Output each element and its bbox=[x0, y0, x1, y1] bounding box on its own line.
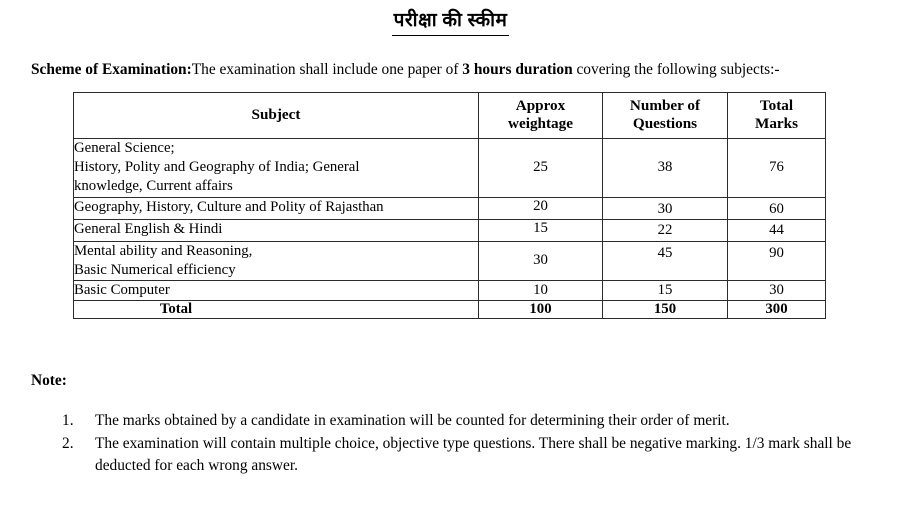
subject-line: General English & Hindi bbox=[74, 221, 223, 238]
note-heading: Note: bbox=[31, 372, 67, 389]
table-row bbox=[74, 219, 826, 241]
questions-cell: 38 bbox=[603, 138, 728, 197]
weightage-cell: 25 bbox=[479, 138, 603, 197]
column-header-approx-weightage bbox=[479, 93, 603, 139]
subject-line: Geography, History, Culture and Polity of Rajasthan bbox=[74, 199, 384, 216]
table-row bbox=[74, 241, 826, 280]
intro-text-before: The examination shall include one paper of bbox=[191, 61, 463, 78]
note-item bbox=[31, 410, 881, 432]
column-header-number-of-questions bbox=[603, 93, 728, 139]
subject-line: Basic Numerical efficiency bbox=[74, 261, 236, 278]
scheme-label-colon: : bbox=[186, 61, 192, 78]
note-list bbox=[31, 410, 881, 478]
note-item-text: The examination will contain multiple choice, objective type questions. There shall be negative marking. 1/3 mark shall be deducted for each wrong answer. bbox=[95, 434, 852, 474]
questions-cell: 30 bbox=[603, 197, 728, 219]
subject-cell bbox=[74, 219, 479, 241]
subject-cell bbox=[74, 281, 479, 301]
table-row bbox=[74, 197, 826, 219]
subject-line: History, Polity and Geography of India; General bbox=[74, 159, 360, 176]
subject-line: knowledge, Current affairs bbox=[74, 178, 233, 195]
intro-duration-bold: 3 hours duration bbox=[462, 61, 573, 78]
weightage-cell: 30 bbox=[479, 241, 603, 280]
total-label: Total bbox=[74, 301, 479, 319]
total-questions-cell: 150 bbox=[603, 301, 728, 319]
questions-cell: 15 bbox=[603, 281, 728, 301]
column-header-questions-line2: Questions bbox=[632, 114, 698, 132]
column-header-subject bbox=[74, 93, 479, 139]
scheme-of-examination-paragraph bbox=[31, 60, 876, 79]
weightage-cell: 10 bbox=[479, 281, 603, 301]
marks-cell: 90 bbox=[728, 241, 826, 280]
page-title-text: परीक्षा की स्कीम bbox=[392, 10, 510, 36]
column-header-total-marks bbox=[728, 93, 826, 139]
note-item-number: 2. bbox=[62, 434, 74, 452]
column-header-weightage-line1: Approx bbox=[515, 97, 566, 114]
subject-line: General Science; bbox=[74, 139, 175, 156]
table-row bbox=[74, 281, 826, 301]
marks-cell: 76 bbox=[728, 138, 826, 197]
total-marks-cell: 300 bbox=[728, 301, 826, 319]
scheme-of-examination-table bbox=[73, 92, 826, 319]
weightage-cell: 15 bbox=[479, 219, 603, 241]
marks-cell: 44 bbox=[728, 219, 826, 241]
column-header-questions-line1: Number of bbox=[629, 97, 701, 114]
questions-cell: 45 bbox=[603, 241, 728, 280]
marks-cell: 60 bbox=[728, 197, 826, 219]
note-item-number: 1. bbox=[62, 412, 74, 429]
weightage-cell: 20 bbox=[479, 197, 603, 219]
subject-cell bbox=[74, 138, 479, 197]
intro-text-after: covering the following subjects:- bbox=[572, 61, 780, 78]
marks-cell: 30 bbox=[728, 281, 826, 301]
table-total-row bbox=[74, 301, 826, 319]
subject-cell bbox=[74, 241, 479, 280]
table-header-row bbox=[74, 93, 826, 139]
note-item bbox=[31, 433, 881, 477]
column-header-weightage-line2: weightage bbox=[508, 114, 573, 132]
table-row bbox=[74, 138, 826, 197]
questions-cell: 22 bbox=[603, 219, 728, 241]
page-title bbox=[0, 10, 901, 36]
column-header-subject-label: Subject bbox=[251, 105, 301, 123]
subject-line: Basic Computer bbox=[74, 282, 170, 299]
column-header-marks-line1: Total bbox=[759, 97, 794, 114]
total-weightage-cell: 100 bbox=[479, 301, 603, 319]
scheme-label: Scheme of Examination bbox=[31, 61, 187, 78]
subject-line: Mental ability and Reasoning, bbox=[74, 242, 253, 259]
subject-cell bbox=[74, 197, 479, 219]
column-header-marks-line2: Marks bbox=[754, 114, 799, 132]
note-item-text: The marks obtained by a candidate in examination will be counted for determining their order of merit. bbox=[95, 412, 730, 429]
